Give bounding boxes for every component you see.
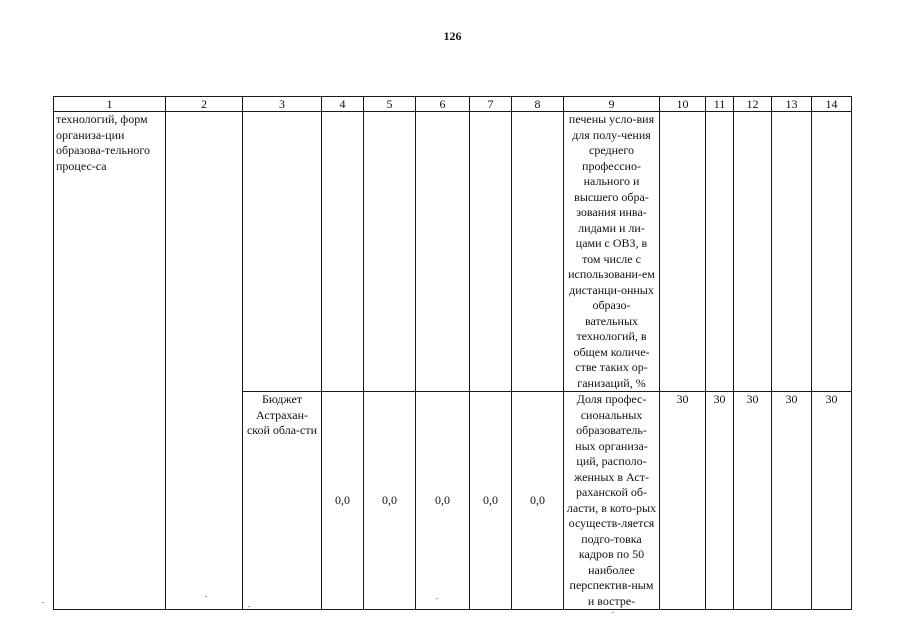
empty-cell [166, 112, 243, 610]
column-number-cell: 8 [512, 97, 564, 112]
table-row [54, 112, 852, 392]
funding-value-cell: 0,0 [322, 392, 364, 610]
column-number-cell: 5 [364, 97, 416, 112]
funding-value-cell: 0,0 [470, 392, 512, 610]
column-number-cell: 11 [706, 97, 734, 112]
column-number-cell: 7 [470, 97, 512, 112]
empty-cell [322, 112, 364, 392]
program-table [53, 96, 852, 610]
scan-speck [248, 606, 250, 607]
scan-speck [42, 602, 44, 603]
column-number-row [54, 97, 852, 112]
measure-description-cell: технологий, форм организа-ции образова-тельного процес-са [54, 112, 166, 610]
target-value-cell: 30 [660, 392, 706, 610]
column-number-cell: 3 [243, 97, 322, 112]
column-number-cell: 14 [812, 97, 852, 112]
target-value-cell: 30 [772, 392, 812, 610]
column-number-cell: 2 [166, 97, 243, 112]
empty-cell [470, 112, 512, 392]
page-number: 126 [443, 29, 462, 43]
empty-cell [706, 112, 734, 392]
empty-cell [512, 112, 564, 392]
empty-cell [734, 112, 772, 392]
empty-cell [416, 112, 470, 392]
scan-speck [205, 596, 207, 597]
empty-cell [364, 112, 416, 392]
column-number-cell: 10 [660, 97, 706, 112]
column-number-cell: 12 [734, 97, 772, 112]
empty-cell [660, 112, 706, 392]
target-value-cell: 30 [734, 392, 772, 610]
column-number-cell: 4 [322, 97, 364, 112]
empty-cell [812, 112, 852, 392]
column-number-cell: 1 [54, 97, 166, 112]
target-value-cell: 30 [706, 392, 734, 610]
empty-cell [772, 112, 812, 392]
funding-source-cell: Бюджет Астрахан-ской обла-сти [243, 392, 322, 610]
scan-speck [436, 598, 438, 599]
column-number-cell: 9 [564, 97, 660, 112]
funding-value-cell: 0,0 [416, 392, 470, 610]
column-number-cell: 13 [772, 97, 812, 112]
funding-value-cell: 0,0 [512, 392, 564, 610]
indicator-cell: печены усло-вия для полу-чения среднего профессио-нального и высшего обра-зования инва-лидами и ли-цами с ОВЗ, в том числе с использовани-ем дистанци-онных образо-вательных технологий, в общем количе-стве таких ор-ганизаций, % [564, 112, 660, 392]
funding-value-cell: 0,0 [364, 392, 416, 610]
column-number-cell: 6 [416, 97, 470, 112]
scan-speck [612, 612, 614, 613]
empty-cell [243, 112, 322, 392]
indicator-cell: Доля профес-сиональных образователь-ных организа-ций, располо-женных в Аст-раханской об-ласти, в кото-рых осуществ-ляется подго-товка кадров по 50 наиболее перспектив-ным и востре- [564, 392, 660, 610]
target-value-cell: 30 [812, 392, 852, 610]
